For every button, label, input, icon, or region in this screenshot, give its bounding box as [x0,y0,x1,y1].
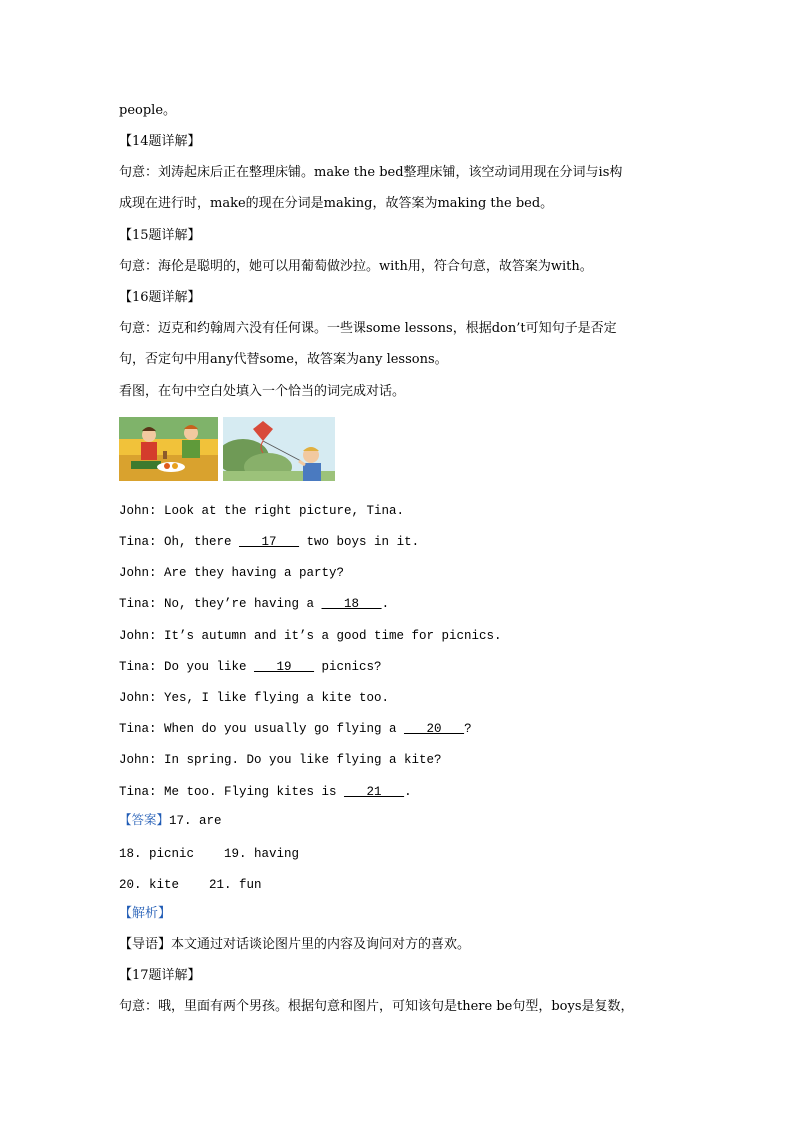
dialogue-line [119,721,472,737]
dialogue-text: Tina: Oh, there [119,535,240,549]
answer-text: 17. are [169,814,222,828]
text-line: people。 [119,103,177,118]
dialogue-text: Tina: When do you usually go flying a [119,722,405,736]
picnic-picture [119,417,218,481]
picture-pair [119,417,335,481]
dialogue-line [119,784,412,800]
blank-17: ___17___ [239,535,300,549]
dialogue-line: John: It’s autumn and it’s a good time for picnics. [119,629,502,643]
dialogue-text: Tina: No, they’re having a [119,597,322,611]
dialogue-text: . [404,785,412,799]
analysis-tag: 【解析】 [119,906,172,921]
dialogue-text: two boys in it. [299,535,420,549]
dialogue-line [119,659,382,675]
instruction-line: 看图，在句中空白处填入一个恰当的词完成对话。 [119,384,406,399]
dialogue-text: Tina: Me too. Flying kites is [119,785,345,799]
answer-line: 18. picnic 19. having [119,847,300,861]
text-line: 成现在进行时，make的现在分词是making，故答案为making the bed。 [119,196,554,211]
dialogue-line: John: Look at the right picture, Tina. [119,504,405,518]
dialogue-line: John: Yes, I like flying a kite too. [119,691,390,705]
section-heading: 【15题详解】 [119,228,201,243]
blank-20: ___20___ [404,722,465,736]
dialogue-line [119,534,419,550]
text-line: 句意：海伦是聪明的，她可以用葡萄做沙拉。with用，符合句意，故答案为with。 [119,259,593,274]
dialogue-line [119,596,389,612]
kite-picture [223,417,335,481]
text-line: 句意：刘涛起床后正在整理床铺。make the bed整理床铺，该空动词用现在分词与is构 [119,165,623,180]
text-line: 句意：哦，里面有两个男孩。根据句意和图片，可知该句是there be句型，boys是复数， [119,999,634,1014]
answer-line: 20. kite 21. fun [119,878,262,892]
text-line: 句，否定句中用any代替some，故答案为any lessons。 [119,352,448,367]
text-line: 句意：迈克和约翰周六没有任何课。一些课some lessons，根据don’t可知句子是否定 [119,321,617,336]
dialogue-line: John: Are they having a party? [119,566,345,580]
dialogue-text: Tina: Do you like [119,660,255,674]
guide-line: 【导语】本文通过对话谈论图片里的内容及询问对方的喜欢。 [119,937,471,952]
dialogue-text: picnics? [314,660,382,674]
blank-18: ___18___ [321,597,382,611]
blank-19: ___19___ [254,660,315,674]
dialogue-text: ? [464,722,472,736]
section-heading: 【17题详解】 [119,968,201,983]
answer-tag: 【答案】 [119,814,170,828]
answer-line [119,813,222,829]
blank-21: ___21___ [344,785,405,799]
section-heading: 【14题详解】 [119,134,201,149]
dialogue-line: John: In spring. Do you like flying a kite? [119,753,442,767]
dialogue-text: . [381,597,390,611]
section-heading: 【16题详解】 [119,290,201,305]
